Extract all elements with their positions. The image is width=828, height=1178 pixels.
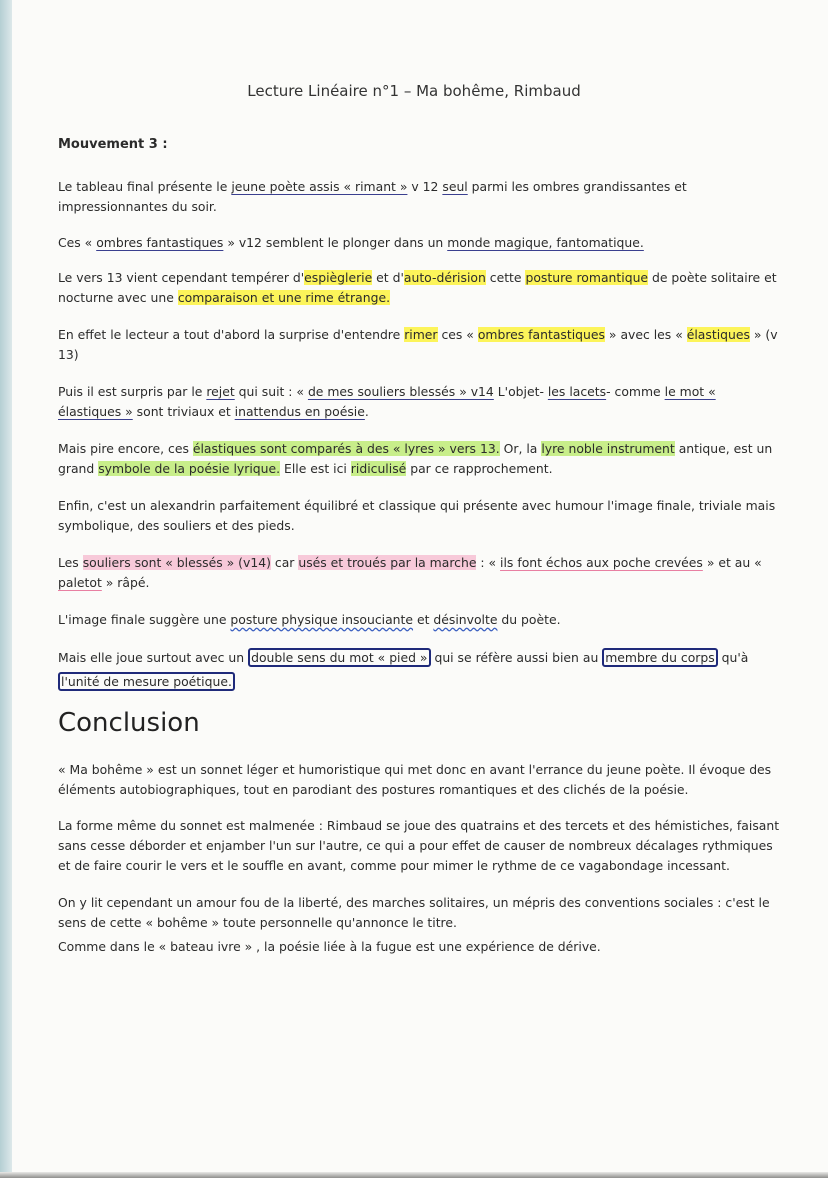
paragraph-10: Mais elle joue surtout avec un double sens du mot « pied » qui se réfère aussi bien au membre du corps qu'à l'unité de mesure poétique. xyxy=(58,650,749,689)
boxed-phrase: l'unité de mesure poétique. xyxy=(58,672,235,691)
underlined-phrase: rejet xyxy=(206,384,235,399)
conclusion-heading: Conclusion xyxy=(58,708,200,738)
underlined-phrase: seul xyxy=(442,179,468,194)
highlight-pink: usés et troués par la marche xyxy=(298,555,477,570)
paragraph-4: En effet le lecteur a tout d'abord la surprise d'entendre rimer ces « ombres fantastiques » avec les « élastiques » (v 13) xyxy=(58,327,778,362)
highlight-green: lyre noble instrument xyxy=(541,441,675,456)
underlined-phrase: ils font échos aux poche crevées xyxy=(500,555,703,570)
highlight-pink: souliers sont « blessés » (v14) xyxy=(82,555,271,570)
underlined-phrase: monde magique, fantomatique. xyxy=(447,235,644,250)
wavy-underlined-phrase: posture physique insouciante xyxy=(230,612,414,627)
conclusion-paragraph-2: La forme même du sonnet est malmenée : Rimbaud se joue des quatrains et des tercets et des hémistiches, faisant sans cesse déborder et enjamber l'un sur l'autre, ce qui a pour effet de causer de nombreux décalages rythmiques et de faire courir le vers et le souffle en avant, comme pour mimer le rythme de ce vagabondage incessant. xyxy=(58,818,780,873)
page-bottom-edge xyxy=(0,1172,828,1178)
underlined-phrase: les lacets xyxy=(547,384,607,399)
highlight-yellow: élastiques xyxy=(686,327,750,342)
conclusion-paragraph-1: « Ma bohême » est un sonnet léger et humoristique qui met donc en avant l'errance du jeune poète. Il évoque des éléments autobiographiques, tout en parodiant des postures romantiques et des clichés de la poésie. xyxy=(58,762,772,797)
paragraph-2: Ces « ombres fantastiques » v12 semblent le plonger dans un monde magique, fantomatique. xyxy=(58,235,644,250)
paragraph-1: Le tableau final présente le jeune poète assis « rimant » v 12 seul parmi les ombres grandissantes et impressionnantes du soir. xyxy=(58,179,687,214)
underlined-phrase: inattendus en poésie xyxy=(234,404,365,419)
paragraph-6: Mais pire encore, ces élastiques sont comparés à des « lyres » vers 13. Or, la lyre noble instrument antique, est un grand symbole de la poésie lyrique. Elle est ici ridiculisé par ce rapprochement. xyxy=(58,441,773,476)
highlight-yellow: rimer xyxy=(404,327,438,342)
underlined-phrase: jeune poète assis « rimant » xyxy=(231,179,408,194)
section-heading: Mouvement 3 : xyxy=(58,137,168,152)
highlight-green: symbole de la poésie lyrique. xyxy=(98,461,281,476)
boxed-phrase: double sens du mot « pied » xyxy=(248,648,430,667)
paragraph-9: L'image finale suggère une posture physique insouciante et désinvolte du poète. xyxy=(58,612,561,627)
paragraph-3: Le vers 13 vient cependant tempérer d'espièglerie et d'auto-dérision cette posture romantique de poète solitaire et nocturne avec une comparaison et une rime étrange. xyxy=(58,270,777,305)
conclusion-paragraph-3: On y lit cependant un amour fou de la liberté, des marches solitaires, un mépris des conventions sociales : c'est le sens de cette « bohême » toute personnelle qu'annonce le titre. xyxy=(58,895,770,930)
paragraph-5: Puis il est surpris par le rejet qui suit : « de mes souliers blessés » v14 L'objet- les lacets- comme le mot « élastiques » sont triviaux et inattendus en poésie. xyxy=(58,384,716,419)
highlight-green: ridiculisé xyxy=(350,461,407,476)
document-title: Lecture Linéaire n°1 – Ma bohême, Rimbaud xyxy=(247,82,581,100)
boxed-phrase: membre du corps xyxy=(602,648,717,667)
highlight-yellow: comparaison et une rime étrange. xyxy=(177,290,391,305)
highlight-yellow: posture romantique xyxy=(525,270,649,285)
paragraph-8: Les souliers sont « blessés » (v14) car usés et troués par la marche : « ils font échos aux poche crevées » et au « paletot » râpé. xyxy=(58,555,762,590)
highlight-yellow: ombres fantastiques xyxy=(477,327,605,342)
highlight-yellow: auto-dérision xyxy=(403,270,486,285)
conclusion-paragraph-4: Comme dans le « bateau ivre » , la poésie liée à la fugue est une expérience de dérive. xyxy=(58,939,601,954)
underlined-phrase: ombres fantastiques xyxy=(96,235,224,250)
paragraph-7: Enfin, c'est un alexandrin parfaitement équilibré et classique qui présente avec humour l'image finale, triviale mais symbolique, des souliers et des pieds. xyxy=(58,498,776,533)
wavy-underlined-phrase: désinvolte xyxy=(433,612,498,627)
highlight-yellow: espièglerie xyxy=(304,270,373,285)
underlined-phrase: de mes souliers blessés » v14 xyxy=(307,384,494,399)
underlined-phrase: paletot xyxy=(58,575,102,590)
highlight-green: élastiques sont comparés à des « lyres » vers 13. xyxy=(192,441,500,456)
underlined-phrase: le mot « élastiques » xyxy=(58,384,716,419)
